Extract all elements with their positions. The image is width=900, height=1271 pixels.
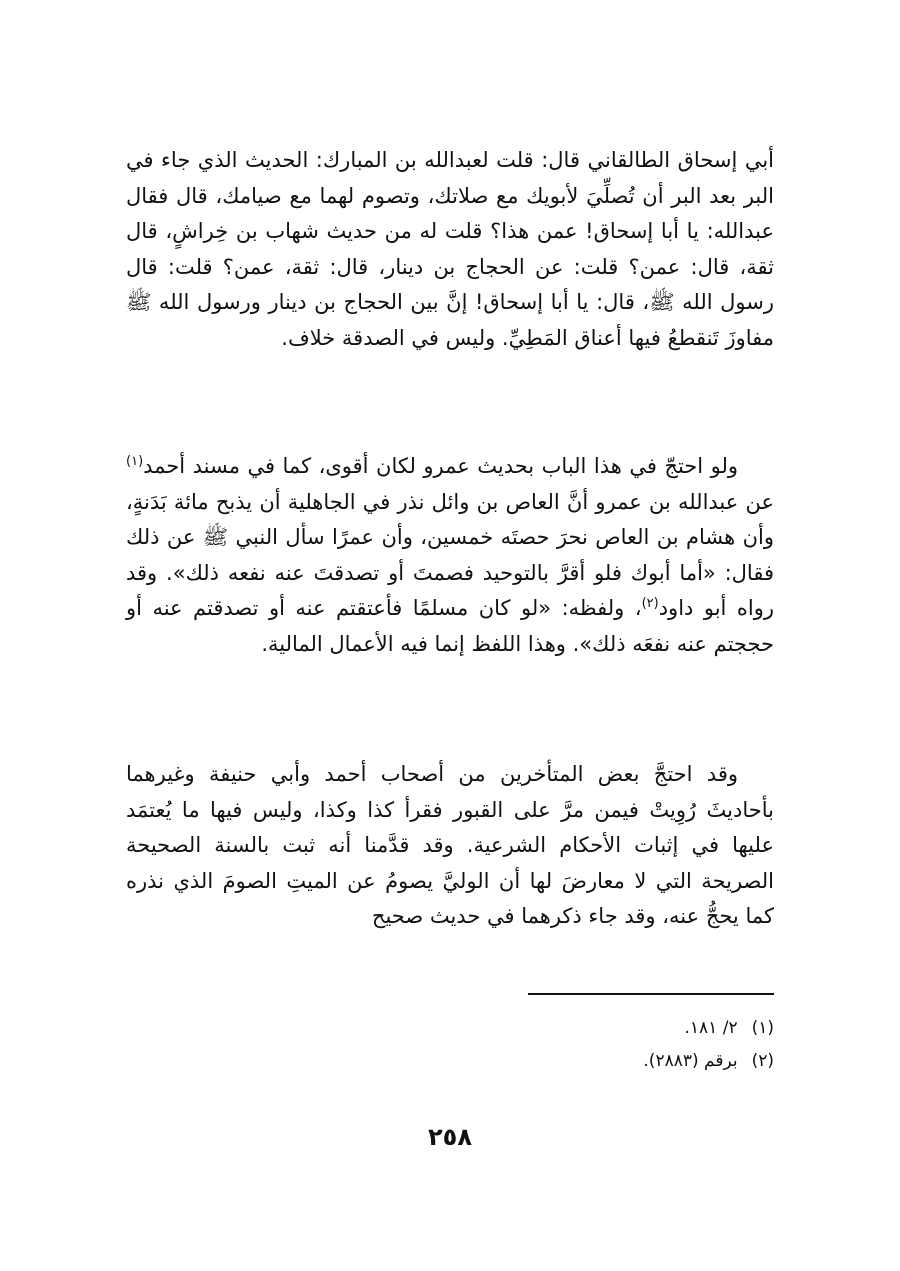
footnote-ref-2: (٢) — [641, 596, 659, 611]
paragraph-2-text-start: ولو احتجّ في هذا الباب بحديث عمرو لكان أقوى، كما في مسند أحمد — [143, 454, 738, 478]
footnote-2-text: برقم (٢٨٨٣). — [643, 1051, 738, 1071]
footnote-1 — [426, 1012, 774, 1045]
footnotes — [426, 1012, 774, 1078]
footnote-ref-1: (١) — [126, 454, 144, 469]
footnote-2 — [426, 1045, 774, 1078]
footnote-1-number: (١) — [751, 1018, 774, 1038]
footnote-separator — [528, 993, 774, 995]
body-paragraph-2 — [126, 449, 774, 662]
paragraph-2-text-middle: عن عبدالله بن عمرو أنَّ العاص بن وائل نذر في الجاهلية أن يذبح مائة بَدَنةٍ، وأن هشام بن العاص نحرَ حصتَه خمسين، وأن عمرًا سأل النبي ﷺ عن ذلك فقال: «أما أبوك فلو أقرَّ بالتوحيد فصمتَ أو تصدقتَ عنه نفعه ذلك». وقد رواه أبو داود — [126, 489, 774, 620]
body-paragraph-1: أبي إسحاق الطالقاني قال: قلت لعبدالله بن المبارك: الحديث الذي جاء في البر بعد البر أن تُصلِّيَ لأبويك مع صلاتك، وتصوم لهما مع صيامك، قال فقال عبدالله: يا أبا إسحاق! عمن هذا؟ قلت له من حديث شهاب بن خِراشٍ، قال ثقة، قال: عمن؟ قلت: عن الحجاج بن دينار، قال: ثقة، عمن؟ قلت: قال رسول الله ﷺ، قال: يا أبا إسحاق! إنَّ بين الحجاج بن دينار ورسول الله ﷺ مفاوزَ تَنقطعُ فيها أعناق المَطِيِّ. وليس في الصدقة خلاف. — [126, 148, 774, 350]
footnote-1-text: ٢/ ١٨١. — [684, 1018, 738, 1038]
page-number: ٢٥٨ — [428, 1123, 472, 1151]
footnote-2-number: (٢) — [751, 1051, 774, 1071]
paragraph-2-text-end: ، ولفظه: «لو كان مسلمًا فأعتقتم عنه أو تصدقتم عنه أو حججتم عنه نفعَه ذلك». وهذا اللفظ إنما فيه الأعمال المالية. — [126, 596, 774, 656]
body-paragraph-3: وقد احتجَّ بعض المتأخرين من أصحاب أحمد وأبي حنيفة وغيرهما بأحاديثَ رُوِيتْ فيمن مرَّ على القبور فقرأ كذا وكذا، وليس فيها ما يُعتمَد عليها في إثبات الأحكام الشرعية. وقد قدَّمنا أنه ثبت بالسنة الصحيحة الصريحة التي لا معارضَ لها أن الوليَّ يصومُ عن الميتِ الصومَ الذي نذره كما يحجُّ عنه، وقد جاء ذكرهما في حديث صحيح — [126, 762, 774, 928]
